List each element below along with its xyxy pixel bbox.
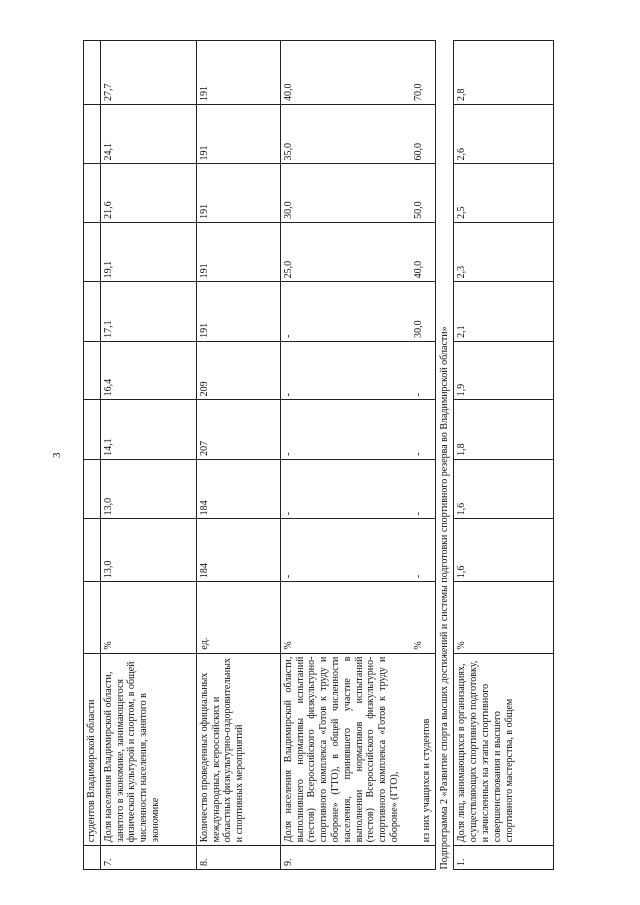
value-cell: 24,1 — [100, 104, 196, 164]
value-cell: 191 — [196, 41, 280, 105]
indicators-table — [83, 40, 554, 870]
value-cell: - - — [280, 341, 435, 399]
value-cell: 2,5 — [454, 164, 554, 222]
value-cell: 13,0 — [100, 459, 196, 519]
table-row — [100, 41, 196, 870]
value-cell: 35,0 60,0 — [280, 104, 435, 164]
value-cell: 1,9 — [454, 341, 554, 399]
unit-cell: % — [100, 582, 196, 653]
value-cell: - - — [280, 400, 435, 460]
sub-unit: % — [412, 641, 424, 650]
value-cell: 1,8 — [454, 400, 554, 460]
value-cell: 191 — [196, 164, 280, 222]
subprogram-title: Подпрограмма 2 «Развитие спорта высших достижений и системы подготовки спортивного резерва во Владимирской области» — [435, 41, 454, 870]
indicator-label-main: Доля населения Владимирской области, выполнившего нормативы испытаний (тестов) Всероссийского физкультурно-спортивного комплекса «Готов к труду и обороне» (ГТО), в общей численности населения, принявшего участие в выполнении нормативов испытаний (тестов) Всероссийского физкультурно-спортивного комплекса «Готов к труду и обороне» (ГТО), — [282, 656, 400, 843]
row-continuation-label: студентов Владимирской области — [84, 653, 101, 846]
subprogram-row — [435, 41, 454, 870]
indicator-label: Количество проведенных официальных международных, всероссийских и областных физкультурно-оздоровительных и спортивных мероприятий — [196, 653, 280, 846]
indicator-sub-label: из них учащихся и студентов — [420, 718, 432, 843]
value-cell: 2,8 — [454, 41, 554, 105]
row-number: 7. — [100, 846, 196, 870]
value-cell: 191 — [196, 104, 280, 164]
value-cell: 17,1 — [100, 282, 196, 342]
indicator-label: Доля населения Владимирской области, занятого в экономике, занимающегося физической культурой и спортом, в общей численности населения, занятого в экономике — [100, 653, 196, 846]
value-cell: - - — [280, 459, 435, 519]
value-cell: 25,0 40,0 — [280, 222, 435, 282]
table-row — [454, 41, 554, 870]
value-cell: - - — [280, 519, 435, 582]
value-cell: 184 — [196, 459, 280, 519]
table-row — [280, 41, 435, 870]
value-cell: 209 — [196, 341, 280, 399]
value-cell: 1,6 — [454, 519, 554, 582]
value-cell: 16,4 — [100, 341, 196, 399]
table-row — [84, 41, 101, 870]
value-cell: 27,7 — [100, 41, 196, 105]
value-cell: 21,6 — [100, 164, 196, 222]
value-cell: 13,0 — [100, 519, 196, 582]
value-cell: 207 — [196, 400, 280, 460]
value-cell: 191 — [196, 222, 280, 282]
unit-cell: ед. — [196, 582, 280, 653]
value-cell: 19,1 — [100, 222, 196, 282]
row-number: 8. — [196, 846, 280, 870]
value-cell: - 30,0 — [280, 282, 435, 342]
table-row — [196, 41, 280, 870]
value-cell: 1,6 — [454, 459, 554, 519]
page-number: 3 — [51, 452, 63, 458]
value-cell: 184 — [196, 519, 280, 582]
row-number: 1. — [454, 846, 554, 870]
value-cell: 2,6 — [454, 104, 554, 164]
unit-cell: % % — [280, 582, 435, 653]
table-cell — [84, 846, 101, 870]
value-cell: 2,1 — [454, 282, 554, 342]
value-cell: 2,3 — [454, 222, 554, 282]
value-cell: 40,0 70,0 — [280, 41, 435, 105]
value-cell: 14,1 — [100, 400, 196, 460]
row-number: 9. — [280, 846, 435, 870]
indicator-label — [280, 653, 435, 846]
indicator-label: Доля лиц, занимающихся в организациях, осуществляющих спортивную подготовку, и зачисленных на этапы спортивного совершенствования и высшего спортивного мастерства, в общем — [454, 653, 554, 846]
value-cell: 191 — [196, 282, 280, 342]
unit-cell: % — [454, 582, 554, 653]
value-cell: 30,0 50,0 — [280, 164, 435, 222]
